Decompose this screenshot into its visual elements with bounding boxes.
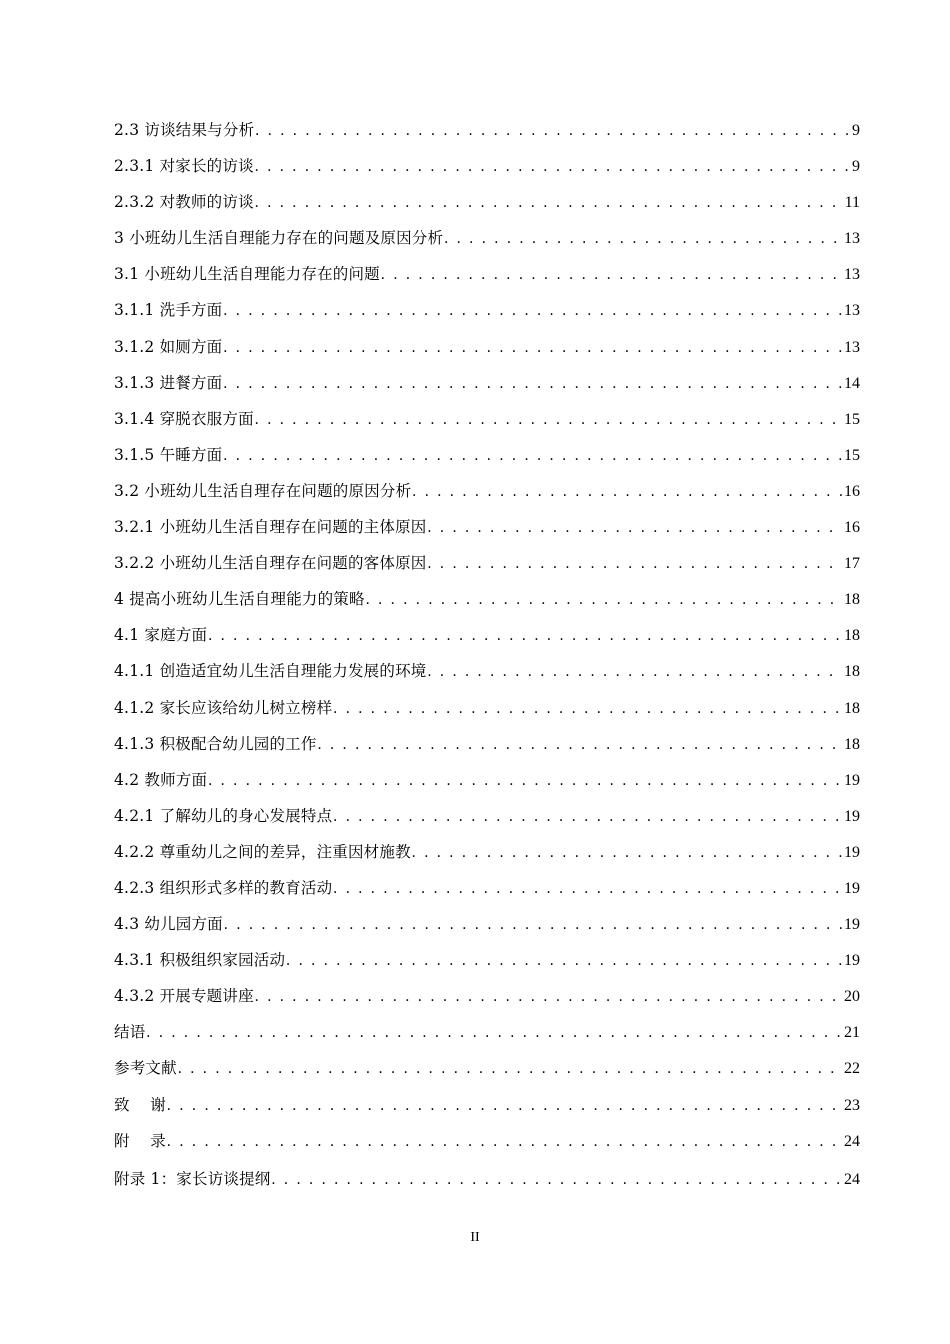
toc-entry-title: 4.1.1 创造适宜幼儿生活自理能力发展的环境: [114, 662, 427, 681]
toc-entry-page: 19: [844, 771, 860, 789]
toc-leader-dots: [255, 158, 850, 176]
toc-leader-dots: [427, 663, 842, 681]
toc-leader-dots: [286, 952, 842, 970]
toc-entry[interactable]: [114, 876, 860, 912]
toc-entry-page: 13: [844, 266, 860, 284]
toc-entry-title: 参考文献: [114, 1059, 177, 1078]
toc-leader-dots: [366, 591, 842, 609]
toc-entry[interactable]: [114, 154, 860, 190]
toc-leader-dots: [223, 447, 842, 465]
page-number: II: [470, 1230, 480, 1245]
toc-entry-title: 3.2 小班幼儿生活自理存在问题的原因分析: [114, 481, 412, 500]
toc-entry-title: 4.1 家庭方面: [114, 626, 208, 645]
toc-leader-dots: [318, 736, 842, 754]
toc-leader-dots: [223, 339, 842, 357]
toc-leader-dots: [223, 375, 842, 393]
toc-entry-page: 13: [844, 230, 860, 248]
toc-leader-dots: [178, 1060, 842, 1078]
toc-entry-page: 15: [844, 446, 860, 464]
toc-entry[interactable]: [114, 118, 860, 154]
toc-entry[interactable]: [114, 298, 860, 334]
toc-entry[interactable]: [114, 479, 860, 515]
toc-entry-title: 3.1 小班幼儿生活自理能力存在的问题: [114, 265, 380, 284]
toc-entry-page: 14: [844, 374, 860, 392]
toc-entry-page: 19: [844, 807, 860, 825]
toc-entry-page: 13: [844, 338, 860, 356]
toc-entry-title: 4.1.3 积极配合幼儿园的工作: [114, 734, 317, 753]
toc-entry[interactable]: [114, 190, 860, 226]
toc-entry[interactable]: [114, 407, 860, 443]
toc-entry-page: 9: [852, 122, 860, 139]
toc-entry-title: 4.2.3 组织形式多样的教育活动: [114, 878, 333, 897]
toc-entry[interactable]: [114, 623, 860, 659]
toc-entry[interactable]: [114, 768, 860, 804]
toc-entry[interactable]: [114, 1056, 860, 1092]
toc-entry[interactable]: [114, 1129, 860, 1165]
toc-entry[interactable]: [114, 912, 860, 948]
toc-leader-dots: [272, 1171, 843, 1189]
toc-entry-page: 13: [844, 302, 860, 320]
toc-entry-title: 3.2.2 小班幼儿生活自理存在问题的客体原因: [114, 554, 427, 573]
toc-entry[interactable]: [114, 226, 860, 262]
toc-entry-page: 24: [844, 1132, 860, 1150]
toc-entry[interactable]: [114, 1020, 860, 1056]
toc-entry-page: 18: [844, 591, 860, 609]
toc-entry-page: 19: [844, 879, 860, 897]
toc-entry[interactable]: [114, 515, 860, 551]
toc-entry-title: 2.3 访谈结果与分析: [114, 121, 255, 139]
toc-leader-dots: [167, 1133, 842, 1151]
toc-leader-dots: [255, 411, 842, 429]
toc-leader-dots: [412, 844, 842, 862]
toc-leader-dots: [381, 266, 842, 284]
toc-leader-dots: [333, 880, 842, 898]
toc-entry-title: 4.2.1 了解幼儿的身心发展特点: [114, 806, 333, 825]
toc-entry-page: 19: [844, 916, 860, 934]
toc-entry-page: 17: [844, 555, 860, 573]
toc-leader-dots: [255, 194, 843, 212]
toc-entry-title: 4.2 教师方面: [114, 770, 208, 789]
toc-entry[interactable]: [114, 948, 860, 984]
toc-entry[interactable]: [114, 1093, 860, 1129]
toc-entry-title: 结语: [114, 1023, 146, 1042]
toc-entry-title: 附录 1：家长访谈提纲: [114, 1169, 271, 1188]
toc-entry-title: 3.1.2 如厕方面: [114, 337, 223, 356]
toc-entry[interactable]: [114, 984, 860, 1020]
toc-entry-title: 附 录: [114, 1131, 166, 1150]
toc-entry[interactable]: [114, 804, 860, 840]
toc-entry-title: 3.1.4 穿脱衣服方面: [114, 409, 254, 428]
toc-leader-dots: [208, 627, 842, 645]
toc-entry[interactable]: [114, 587, 860, 623]
toc-leader-dots: [333, 808, 842, 826]
toc-entry-page: 11: [844, 194, 860, 212]
toc-entry-page: 22: [844, 1060, 860, 1078]
toc-leader-dots: [412, 483, 842, 501]
toc-leader-dots: [444, 230, 842, 248]
toc-leader-dots: [208, 772, 842, 790]
toc-entry-title: 4.2.2 尊重幼儿之间的差异，注重因材施教: [114, 842, 411, 861]
toc-entry-page: 19: [844, 843, 860, 861]
toc-entry-title: 4.3.2 开展专题讲座: [114, 987, 254, 1006]
toc-entry-page: 18: [844, 699, 860, 717]
toc-leader-dots: [427, 519, 842, 537]
toc-entry-page: 18: [844, 663, 860, 681]
toc-entry-title: 3.1.5 午睡方面: [114, 445, 223, 464]
toc-entry-title: 4.3 幼儿园方面: [114, 915, 223, 934]
toc-entry[interactable]: [114, 551, 860, 587]
toc-entry[interactable]: [114, 659, 860, 695]
toc-entry-page: 18: [844, 735, 860, 753]
toc-leader-dots: [146, 1024, 842, 1042]
toc-entry[interactable]: [114, 371, 860, 407]
toc-entry-page: 20: [844, 988, 860, 1006]
toc-entry-title: 3.1.3 进餐方面: [114, 373, 223, 392]
toc-entry-page: 9: [852, 158, 860, 176]
toc-entry-page: 21: [844, 1024, 860, 1042]
toc-leader-dots: [255, 988, 842, 1006]
toc-leader-dots: [167, 1097, 842, 1115]
toc-entry-page: 19: [844, 952, 860, 970]
toc-entry-title: 4.1.2 家长应该给幼儿树立榜样: [114, 698, 333, 717]
toc-entry[interactable]: [114, 840, 860, 876]
toc-entry-page: 18: [844, 627, 860, 645]
toc-entry[interactable]: [114, 262, 860, 298]
toc-entry-page: 24: [844, 1170, 860, 1188]
toc-entry-title: 致 谢: [114, 1095, 166, 1114]
toc-entry[interactable]: [114, 696, 860, 732]
toc-entry-page: 16: [844, 519, 860, 537]
toc-entry-title: 4.3.1 积极组织家园活动: [114, 951, 286, 970]
toc-entry[interactable]: [114, 732, 860, 768]
toc-entry[interactable]: [114, 335, 860, 371]
toc-entry-title: 3.2.1 小班幼儿生活自理存在问题的主体原因: [114, 518, 427, 537]
toc-leader-dots: [223, 302, 842, 320]
toc-leader-dots: [427, 555, 842, 573]
toc-entry-title: 3.1.1 洗手方面: [114, 301, 223, 320]
toc-entry[interactable]: [114, 1167, 860, 1203]
toc-entry-title: 2.3.1 对家长的访谈: [114, 157, 254, 176]
toc-entry-page: 16: [844, 482, 860, 500]
toc-leader-dots: [224, 916, 842, 934]
table-of-contents: [114, 118, 860, 1203]
toc-entry-title: 3 小班幼儿生活自理能力存在的问题及原因分析: [114, 229, 444, 248]
toc-leader-dots: [333, 700, 842, 718]
toc-entry-page: 23: [844, 1096, 860, 1114]
toc-entry[interactable]: [114, 443, 860, 479]
toc-entry-title: 4 提高小班幼儿生活自理能力的策略: [114, 590, 365, 609]
toc-entry-title: 2.3.2 对教师的访谈: [114, 193, 254, 212]
toc-leader-dots: [255, 122, 850, 140]
toc-entry-page: 15: [844, 410, 860, 428]
